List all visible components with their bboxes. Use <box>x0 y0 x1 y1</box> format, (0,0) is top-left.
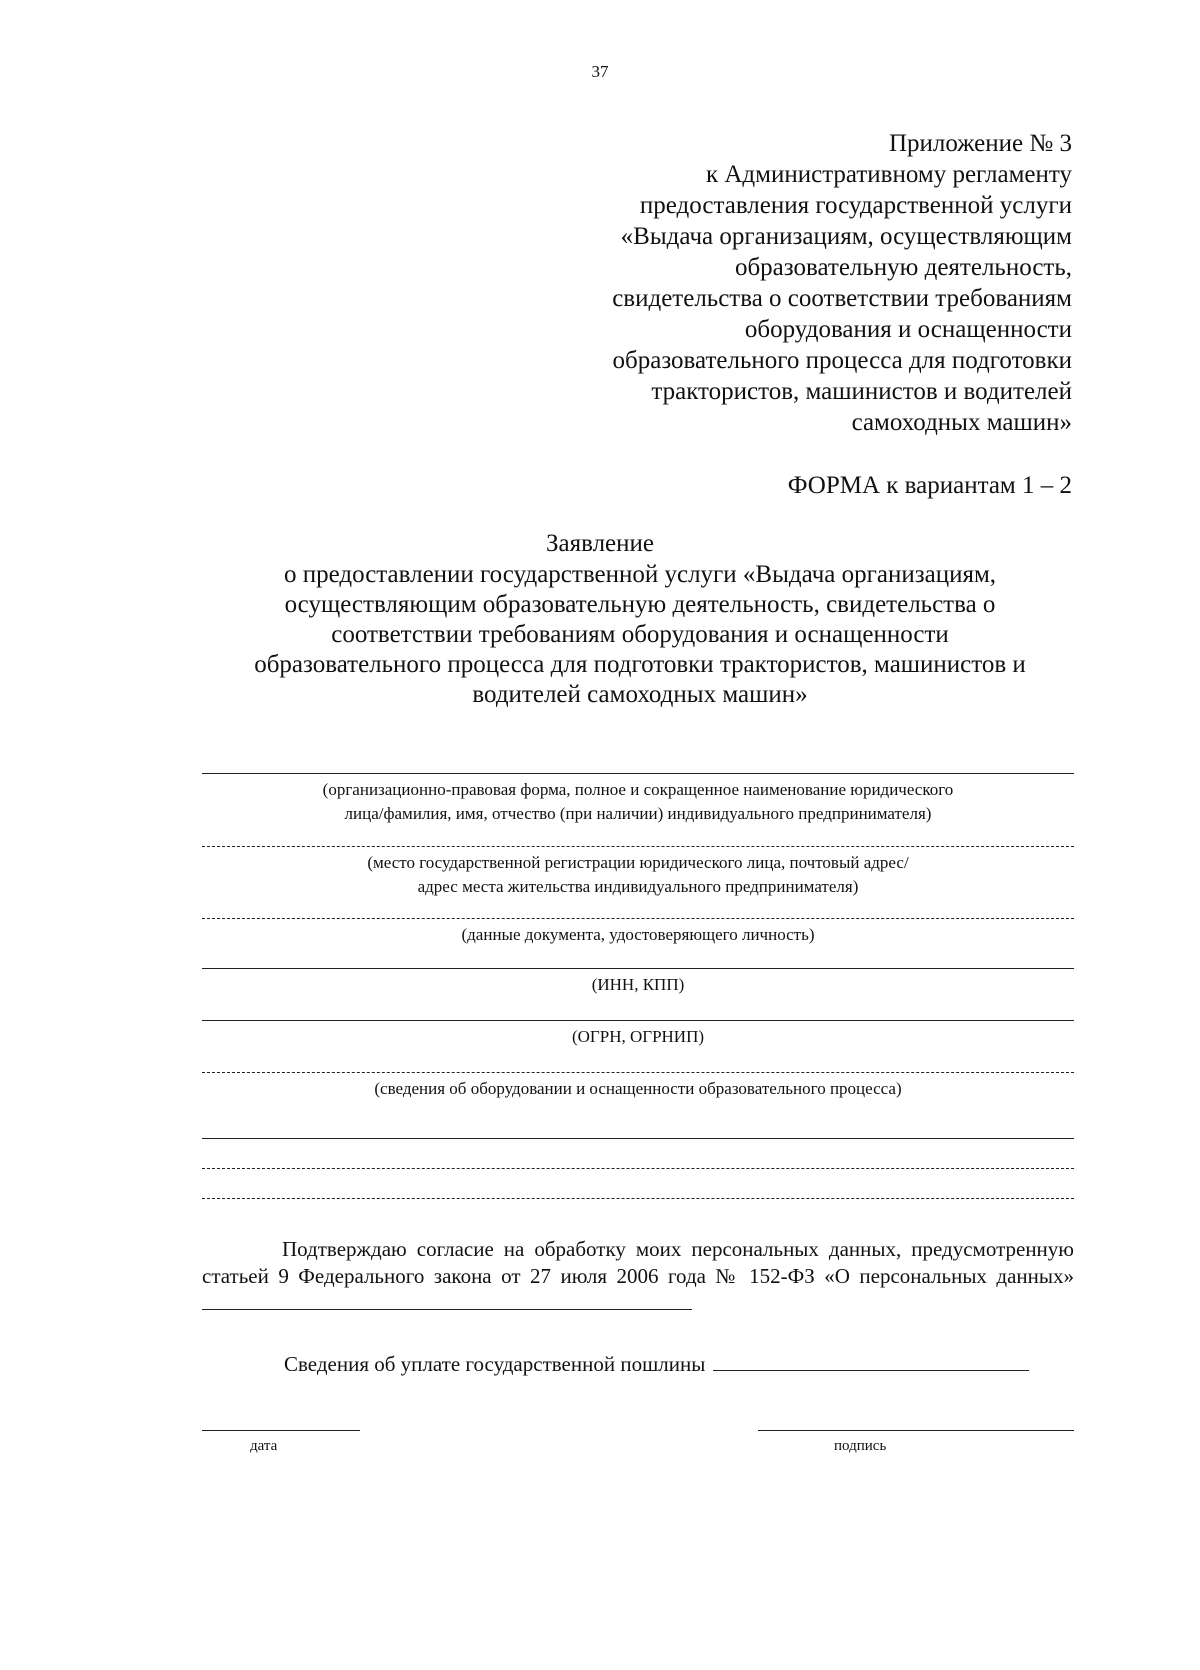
appendix-line: образовательную деятельность, <box>734 254 1072 281</box>
fill-line[interactable] <box>202 773 1074 774</box>
subject-line: соответствии требованиям оборудования и оснащенности <box>331 621 949 648</box>
subject-line: о предоставлении государственной услуги «Выдача организациям, <box>283 561 997 588</box>
caption-line: адрес места жительства индивидуального предпринимателя) <box>417 877 859 896</box>
consent-text: Подтверждаю согласие на обработку моих персональных данных, предусмотренную статьей 9 Федерального закона от 27 июля 2006 года № 152-ФЗ «О персональных данных» <box>202 1237 1074 1288</box>
caption-line: (ОГРН, ОГРНИП) <box>571 1027 705 1046</box>
form-reference: ФОРМА к вариантам 1 – 2 <box>787 472 1072 499</box>
page-number: 37 <box>591 62 609 81</box>
date-label: дата <box>250 1438 278 1454</box>
caption-line: (ИНН, КПП) <box>591 975 685 994</box>
date-line[interactable] <box>202 1430 360 1431</box>
document-title: Заявление <box>545 530 655 557</box>
blank-line-3[interactable] <box>202 1198 1074 1199</box>
fill-line[interactable] <box>202 968 1074 969</box>
fill-line[interactable] <box>202 846 1074 847</box>
fee-label: Сведения об уплате государственной пошлины <box>284 1352 706 1376</box>
caption-line: (место государственной регистрации юридического лица, почтовый адрес/ <box>367 853 909 872</box>
fee-fill-line[interactable] <box>713 1352 1029 1371</box>
appendix-line: предоставления государственной услуги <box>639 192 1072 219</box>
appendix-line: Приложение № 3 <box>888 130 1072 157</box>
subject-line: водителей самоходных машин» <box>472 681 808 708</box>
consent-statement <box>202 1236 1074 1317</box>
inn-kpp-field[interactable] <box>202 968 1074 997</box>
fee-statement <box>284 1352 1029 1377</box>
appendix-line: трактористов, машинистов и водителей <box>651 378 1072 405</box>
ogrn-field[interactable] <box>202 1020 1074 1049</box>
caption-line: (сведения об оборудовании и оснащенности образовательного процесса) <box>374 1079 902 1098</box>
fill-line[interactable] <box>202 1168 1074 1169</box>
appendix-line: самоходных машин» <box>851 409 1072 436</box>
appendix-header <box>372 128 1072 438</box>
document-subject <box>200 560 1080 710</box>
appendix-line: «Выдача организациям, осуществляющим <box>620 223 1072 250</box>
blank-line-2[interactable] <box>202 1168 1074 1169</box>
caption-line: лица/фамилия, имя, отчество (при наличии) индивидуального предпринимателя) <box>344 804 932 823</box>
field-caption <box>202 778 1074 826</box>
fill-line[interactable] <box>202 1138 1074 1139</box>
fill-line[interactable] <box>202 1020 1074 1021</box>
fill-line[interactable] <box>202 1198 1074 1199</box>
caption-line: (организационно-правовая форма, полное и сокращенное наименование юридического <box>322 780 954 799</box>
blank-line-1[interactable] <box>202 1138 1074 1139</box>
field-caption <box>202 1077 1074 1101</box>
identity-document-field[interactable] <box>202 918 1074 947</box>
equipment-info-field[interactable] <box>202 1072 1074 1101</box>
appendix-line: свидетельства о соответствии требованиям <box>612 285 1072 312</box>
field-caption <box>202 851 1074 899</box>
signature-label: подпись <box>834 1438 887 1454</box>
field-caption <box>202 1025 1074 1049</box>
subject-line: осуществляющим образовательную деятельность, свидетельства о <box>284 591 996 618</box>
appendix-line: к Административному регламенту <box>705 161 1072 188</box>
consent-signature-line[interactable] <box>202 1291 692 1310</box>
appendix-line: образовательного процесса для подготовки <box>612 347 1072 374</box>
signature-line[interactable] <box>758 1430 1074 1431</box>
organization-name-field[interactable] <box>202 773 1074 826</box>
field-caption <box>202 923 1074 947</box>
caption-line: (данные документа, удостоверяющего личность) <box>461 925 815 944</box>
field-caption <box>202 973 1074 997</box>
appendix-line: оборудования и оснащенности <box>744 316 1072 343</box>
address-field[interactable] <box>202 846 1074 899</box>
fill-line[interactable] <box>202 1072 1074 1073</box>
subject-line: образовательного процесса для подготовки трактористов, машинистов и <box>254 651 1026 678</box>
fill-line[interactable] <box>202 918 1074 919</box>
